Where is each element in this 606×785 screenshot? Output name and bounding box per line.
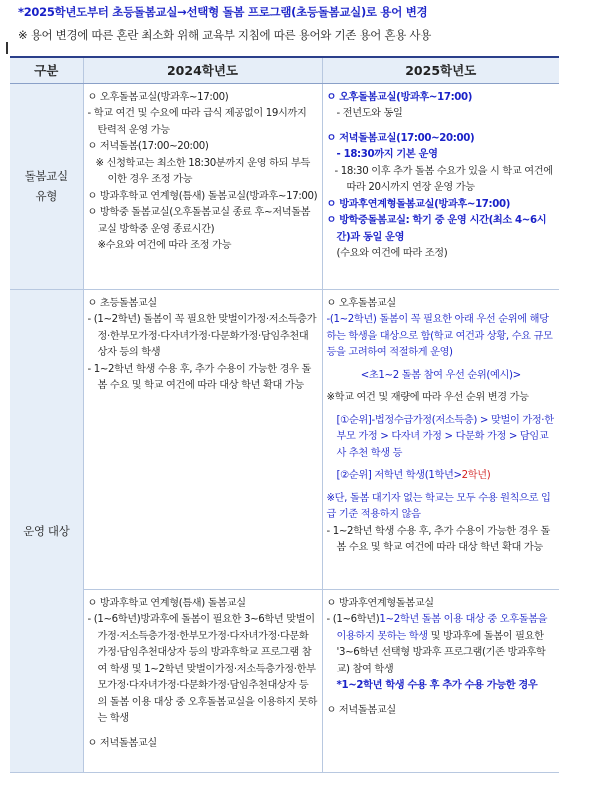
list-item: [②순위] 저학년 학생(1학년>2학년) <box>336 470 491 481</box>
spacer <box>327 695 556 703</box>
list-item: ㅇ 저녁돌봄교실 <box>87 737 157 749</box>
cell-2024-target-bottom <box>83 589 322 772</box>
list-item: -(1~2학년) 돌봄이 꼭 필요한 아래 우선 순위에 해당하는 학생을 대상으로 함(학교 여건과 상황, 수요 규모 등을 고려하여 적절하게 운영) <box>326 314 553 358</box>
text-cursor <box>6 42 8 54</box>
list-item: - (1~6학년)방과후에 돌봄이 필요한 3~6학년 맞벌이가정·저소득층가정·한부모가정·다자녀가정·다문화가정·담임추천대상자 등의 방과후학교 프로그램 참여 학생 및 1~2학년 맞벌이가정·저소득층가정·한부모가정·다자녀가정·다문화가정·담임추천대상자 등의 돌봄 이용 대상 중 오후돌봄교실을 이용하지 못하는 학생 <box>87 614 318 724</box>
list-item: ㅇ 저녁돌봄교실 <box>326 704 396 716</box>
list-item: ㅇ 오후돌봄교실(방과후~17:00) <box>326 91 473 103</box>
list-item: - 1~2학년 학생 수용 후, 추가 수용이 가능한 경우 돌봄 수요 및 학교 여건에 따라 대상 학년 확대 가능 <box>326 525 550 553</box>
list-item: [①순위]-법정수급가정(저소득층) > 맞벌이 가정·한부모 가정 > 다자녀 가정 > 다문화 가정 > 담임교사 추천 학생 등 <box>336 414 554 459</box>
table-row-target <box>10 289 559 589</box>
table-row-care-type <box>10 83 559 289</box>
cell-2024-care-type <box>83 83 322 289</box>
header-category: 구분 <box>10 57 83 83</box>
category-label-line: 돌봄교실 <box>24 169 68 183</box>
list-item: ㅇ 저녁돌봄교실(17:00~20:00) <box>326 132 475 144</box>
list-item: ㅇ 방과후학교 연계형(틈새) 돌봄교실 <box>87 597 246 609</box>
cell-2024-target-top <box>83 289 322 589</box>
spacer <box>327 123 556 131</box>
priority-target-text: 1~2학년 돌봄 이용 대상 중 오후돌봄을 이용하지 못하는 학생 <box>336 614 548 642</box>
list-item: ㅇ 오후돌봄교실 <box>326 297 396 309</box>
list-item: ㅇ 방과후연계형돌봄교실 <box>326 597 434 609</box>
category-label: 운영 대상 <box>23 523 70 538</box>
header-2025: 2025학년도 <box>322 57 559 83</box>
spacer <box>88 728 318 736</box>
list-item: - 전년도와 동일 <box>336 108 403 119</box>
list-item: ㅇ 초등돌봄교실 <box>87 297 157 309</box>
list-item: - 1~2학년 학생 수용 후, 추가 수용이 가능한 경우 돌봄 수요 및 학교 여건에 따라 대상 학년 확대 가능 <box>87 363 311 391</box>
list-item: ㅇ 방과후학교 연계형(틈새) 돌봄교실(방과후~17:00) <box>87 190 318 202</box>
list-item: ㅇ 방학중 돌봄교실(오후돌봄교실 종료 후~저녁돌봄교실 방학중 운영 종료시간) <box>87 207 311 235</box>
list-item: ㅇ 오후돌봄교실(방과후~17:00) <box>87 91 229 103</box>
list-item: (수요와 여건에 따라 조정) <box>336 248 448 259</box>
list-item: ※수요와 여건에 따라 조정 가능 <box>97 240 232 251</box>
list-item: <초1~2 돌봄 참여 우선 순위(예시)> <box>360 369 521 381</box>
grade-range: - (1~6학년) <box>326 614 380 625</box>
usage-note: ※ 용어 변경에 따른 혼란 최소화 위해 교육부 지침에 따른 용어와 기존 용어 혼용 사용 <box>18 28 432 42</box>
cell-2025-target-bottom <box>322 589 559 772</box>
list-item: - (1~2학년) 돌봄이 꼭 필요한 맞벌이가정·저소득층가정·한부모가정·다자녀가정·다문화가정·담임추천대상자 등의 학생 <box>87 314 317 358</box>
highlight-text: 2학년) <box>461 470 491 481</box>
list-item <box>327 612 556 678</box>
list-item: ㅇ 방학중돌봄교실: 학기 중 운영 시간(최소 4~6시간)과 동일 운영 <box>326 215 547 243</box>
list-item: ※학교 여건 및 재량에 따라 우선 순위 변경 가능 <box>326 392 529 403</box>
category-care-type <box>10 83 83 289</box>
header-2024: 2024학년도 <box>83 57 322 83</box>
category-label <box>14 166 79 206</box>
list-item: - 학교 여건 및 수요에 따라 급식 제공없이 19시까지 탄력적 운영 가능 <box>87 108 307 136</box>
page-title: *2025학년도부터 초등돌봄교실→선택형 돌봄 프로그램(초등돌봄교실)로 용어 변경 <box>18 5 428 19</box>
list-item: ㅇ 방과후연계형돌봄교실(방과후~17:00) <box>326 198 511 210</box>
additional-target-text: 및 방과후에 돌봄이 필요한 '3~6학년 선택형 방과후 프로그램(기존 방과후학교) 참여 학생 <box>336 630 546 675</box>
cell-2025-target-top <box>322 289 559 589</box>
table-row-target-continued <box>10 589 559 772</box>
list-item: ㅇ 저녁돌봄(17:00~20:00) <box>87 141 209 152</box>
cell-2025-care-type <box>322 83 559 289</box>
category-label-line: 유형 <box>35 189 58 203</box>
list-item: - 18:30 이후 추가 돌봄 수요가 있을 시 학교 여건에 따라 20시까지 연장 운영 가능 <box>334 165 553 193</box>
list-item: *1~2학년 학생 수용 후 추가 수용 가능한 경우 <box>336 680 538 691</box>
comparison-table <box>10 56 559 773</box>
list-item: ※단, 돌봄 대기자 없는 학교는 모두 수용 원칙으로 입급 기준 적용하지 않음 <box>326 492 551 520</box>
table-header-row <box>10 57 559 83</box>
list-item: ※ 신청학교는 최소한 18:30분까지 운영 하되 부득이한 경우 조정 가능 <box>95 157 310 185</box>
list-item: - 18:30까지 기본 운영 <box>336 149 438 160</box>
category-target <box>10 289 83 772</box>
